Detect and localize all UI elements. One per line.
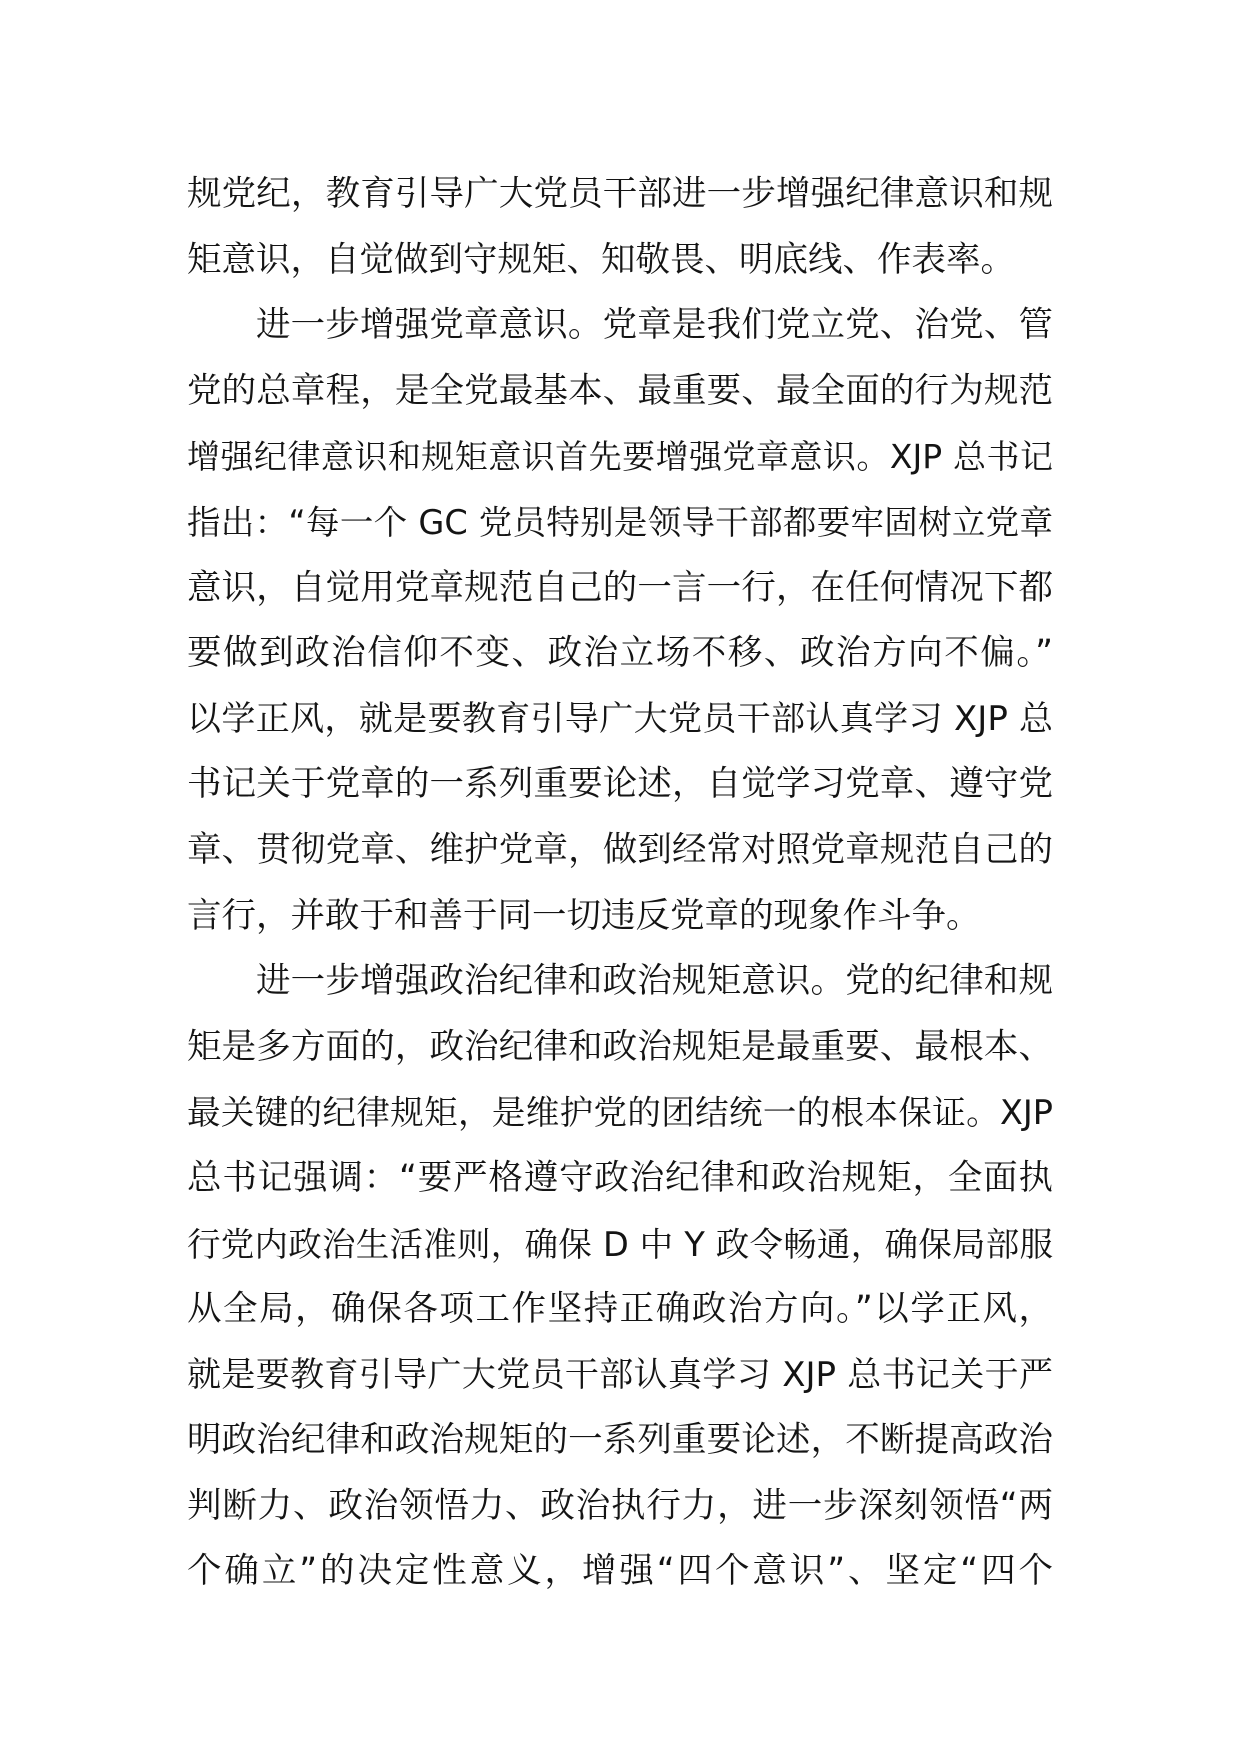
text-line: 矩是多方面的，政治纪律和政治规矩是最重要、最根本、 bbox=[187, 1026, 1053, 1067]
text-line: 规党纪，教育引导广大党员干部进一步增强纪律意识和规 bbox=[187, 174, 1053, 214]
paragraph-first-line: 进一步增强党章意识。党章是我们党立党、治党、管 bbox=[256, 305, 1053, 346]
text-line: 矩意识，自觉做到守规矩、知敬畏、明底线、作表率。 bbox=[187, 239, 1015, 280]
text-line: 最关键的纪律规矩，是维护党的团结统一的根本保证。XJP bbox=[187, 1093, 1053, 1133]
text-line: 书记关于党章的一系列重要论述，自觉学习党章、遵守党 bbox=[187, 764, 1053, 805]
text-line: 从全局，确保各项工作坚持正确政治方向。”以学正风， bbox=[187, 1289, 1053, 1330]
text-line: 章、贯彻党章、维护党章，做到经常对照党章规范自己的 bbox=[187, 829, 1053, 870]
text-line: 增强纪律意识和规矩意识首先要增强党章意识。XJP 总书记 bbox=[187, 437, 1053, 477]
text-line: 明政治纪律和政治规矩的一系列重要论述，不断提高政治 bbox=[187, 1420, 1053, 1461]
text-line: 意识，自觉用党章规范自己的一言一行，在任何情况下都 bbox=[187, 567, 1053, 608]
text-line: 判断力、政治领悟力、政治执行力，进一步深刻领悟“两 bbox=[187, 1485, 1053, 1526]
text-line: 要做到政治信仰不变、政治立场不移、政治方向不偏。” bbox=[187, 633, 1053, 674]
text-line: 言行，并敢于和善于同一切违反党章的现象作斗争。 bbox=[187, 895, 981, 936]
text-line: 就是要教育引导广大党员干部认真学习 XJP 总书记关于严 bbox=[187, 1354, 1053, 1395]
text-line: 个确立”的决定性意义，增强“四个意识”、坚定“四个 bbox=[187, 1551, 1053, 1592]
text-line: 以学正风，就是要教育引导广大党员干部认真学习 XJP 总 bbox=[187, 698, 1053, 739]
body-text bbox=[187, 162, 1053, 1605]
text-line: 行党内政治生活准则，确保 D 中 Y 政令畅通，确保局部服 bbox=[187, 1224, 1053, 1264]
text-line: 总书记强调：“要严格遵守政治纪律和政治规矩，全面执 bbox=[187, 1157, 1053, 1198]
text-line: 党的总章程，是全党最基本、最重要、最全面的行为规范 bbox=[187, 370, 1053, 411]
text-line: 指出：“每一个 GC 党员特别是领导干部都要牢固树立党章 bbox=[187, 502, 1053, 542]
paragraph-first-line: 进一步增强政治纪律和政治规矩意识。党的纪律和规 bbox=[256, 961, 1053, 1002]
